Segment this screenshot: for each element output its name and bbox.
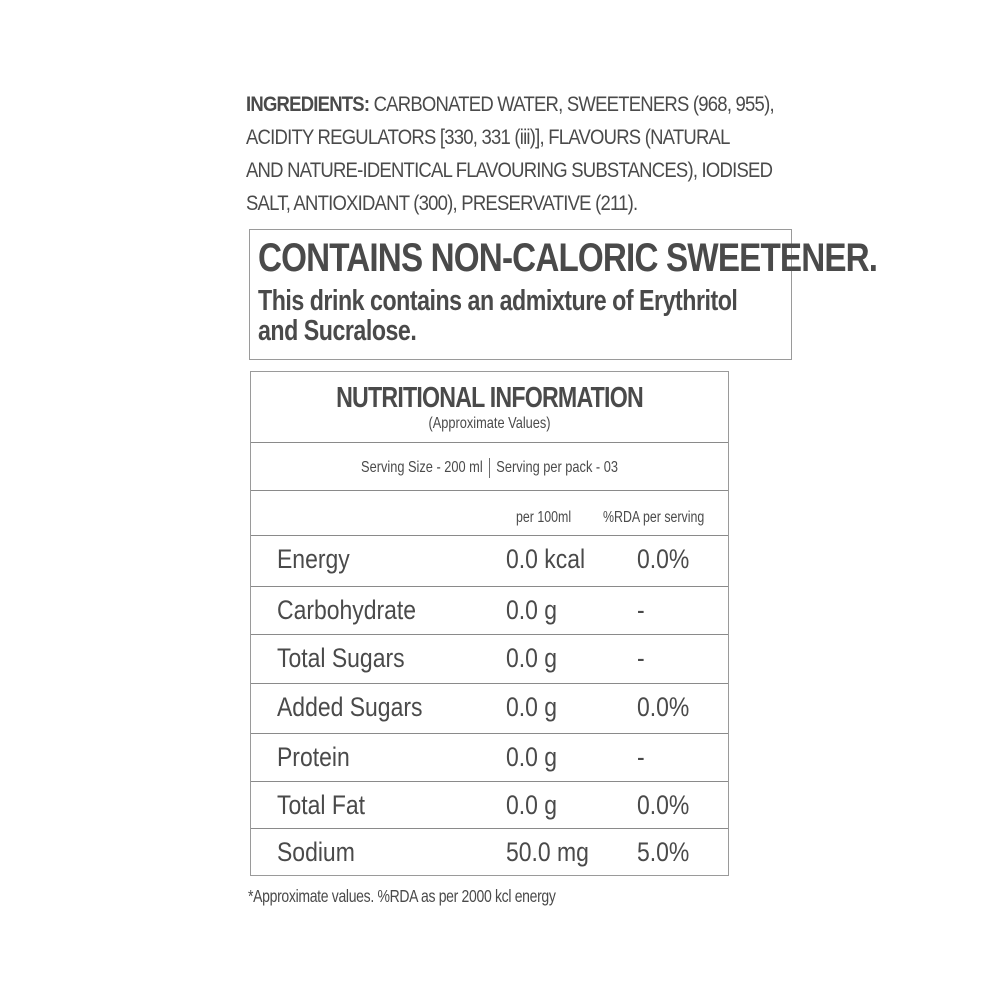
serving-per-pack: Serving per pack - 03 [496,459,618,477]
col-header-rda: %RDA per serving [603,509,705,526]
warning-line-2: and Sucralose. [258,315,417,347]
nutrient-row [251,829,728,876]
nutrient-rda: - [637,742,645,772]
nutrient-per100ml: 0.0 kcal [506,544,586,574]
nutrition-title: NUTRITIONAL INFORMATION [336,382,643,414]
nutrient-row [251,635,728,684]
nutrient-row [251,587,728,635]
ingredients-heading: INGREDIENTS: [246,92,370,116]
nutrient-per100ml: 0.0 g [506,692,558,722]
nutrient-name: Added Sugars [277,692,423,722]
nutrient-rda: 0.0% [637,692,690,722]
ingredients-text-1: CARBONATED WATER, SWEETENERS (968, 955), [373,92,774,116]
nutrient-name: Energy [277,544,350,574]
nutrition-header-row [251,372,728,443]
nutrient-name: Total Sugars [277,643,405,673]
nutrient-rda: 5.0% [637,837,690,867]
nutrient-row [251,536,728,587]
warning-title: CONTAINS NON-CALORIC SWEETENER. [258,236,878,280]
nutrition-subtitle: (Approximate Values) [428,415,551,432]
nutrient-per100ml: 0.0 g [506,742,558,772]
ingredients-line-2: ACIDITY REGULATORS [330, 331 (iii)], FLAVOURS (NATURAL [246,125,730,149]
serving-size: Serving Size - 200 ml [361,459,483,477]
nutrient-name: Protein [277,742,350,772]
nutrient-name: Sodium [277,837,355,867]
ingredients-line-1 [246,88,831,121]
nutrient-rda: - [637,595,645,625]
sweetener-warning-box [249,229,878,360]
nutrient-per100ml: 0.0 g [506,790,558,820]
serving-info [299,458,681,478]
nutrient-row [251,782,728,829]
nutrient-rda: - [637,643,645,673]
nutrient-rda: 0.0% [637,790,690,820]
nutrient-row [251,734,728,782]
nutrient-per100ml: 50.0 mg [506,837,589,867]
footnote: *Approximate values. %RDA as per 2000 kcl energy [248,886,556,906]
ingredients-line-4: SALT, ANTIOXIDANT (300), PRESERVATIVE (211). [246,191,638,215]
serving-separator [489,458,490,478]
nutrient-per100ml: 0.0 g [506,643,558,673]
nutrient-row [251,684,728,734]
ingredients-line-3: AND NATURE-IDENTICAL FLAVOURING SUBSTANCES), IODISED [246,158,773,182]
nutrient-name: Carbohydrate [277,595,417,625]
column-header-row [251,491,728,536]
nutrient-per100ml: 0.0 g [506,595,558,625]
nutrient-name: Total Fat [277,790,366,820]
warning-text [258,286,754,346]
warning-line-1: This drink contains an admixture of Erythritol [258,285,738,317]
nutrition-table [250,371,729,876]
nutrient-rda: 0.0% [637,544,690,574]
serving-row [251,443,728,491]
col-header-per100ml: per 100ml [516,509,572,526]
ingredients-block [246,88,831,220]
